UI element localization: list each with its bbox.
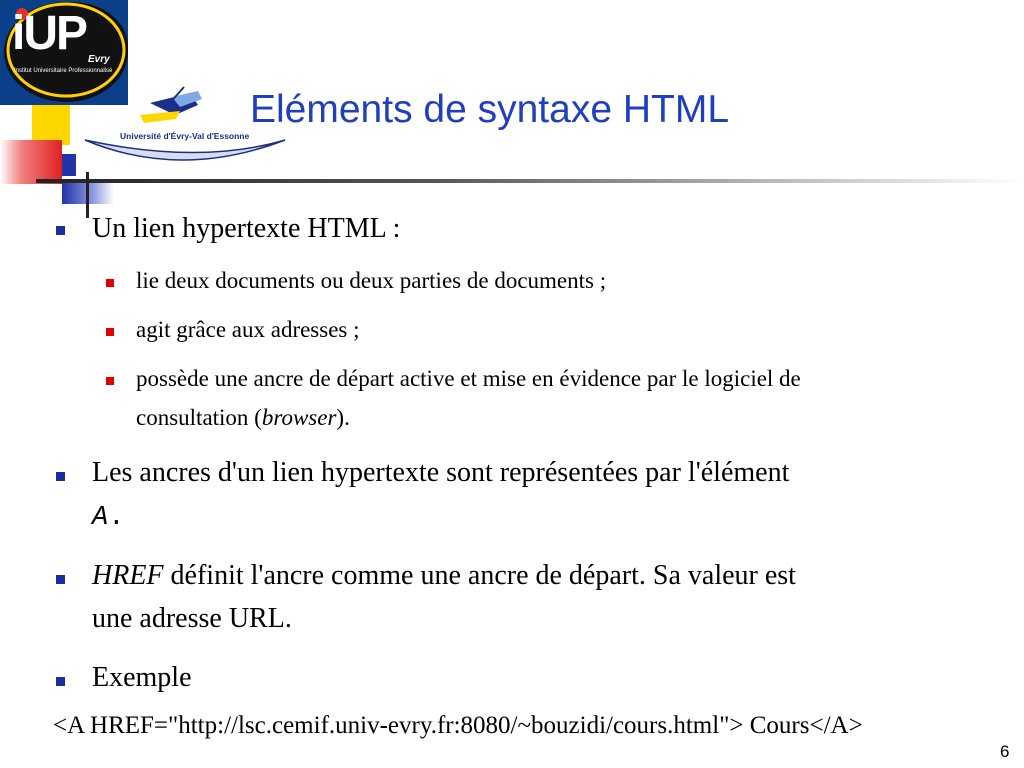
vertical-rule	[86, 172, 89, 218]
bullet-4-text: Exemple	[92, 662, 192, 693]
code-example: <A HREF="http://lsc.cemif.univ-evry.fr:8080/~bouzidi/cours.html"> Cours</A>	[53, 712, 863, 739]
bullet-3-line-1	[92, 560, 796, 592]
deco-yellow-square	[32, 105, 70, 145]
logo-evry: Evry	[88, 54, 110, 65]
bullet-3-href: HREF	[92, 560, 164, 591]
logo-i: i	[12, 7, 24, 60]
bullet-2-line-2	[92, 500, 124, 533]
sub-bullet-marker	[106, 328, 114, 336]
sub-bullet-marker	[106, 279, 114, 287]
deco-blue-square	[62, 154, 76, 176]
logo-p: P	[56, 7, 87, 60]
sub-bullet-3-line-1: possède une ancre de départ active et mise en évidence par le logiciel de	[136, 366, 801, 391]
sub-bullet-3-line-2	[136, 405, 350, 431]
bullet-3-rest: définit l'ancre comme une ancre de départ. Sa valeur est	[163, 560, 796, 591]
sub-bullet-3-post: ).	[336, 405, 350, 430]
sub-bullet-1-text: lie deux documents ou deux parties de documents ;	[136, 268, 607, 293]
bullet-1-text: Un lien hypertexte HTML :	[92, 213, 401, 244]
sub-bullet-2-text: agit grâce aux adresses ;	[136, 317, 360, 342]
bullet-2-period: .	[108, 503, 125, 533]
logo-institute: Institut Universitaire Professionnalisé	[14, 68, 113, 74]
bullet-marker	[56, 575, 65, 584]
sub-bullet-marker	[106, 377, 114, 385]
logo-u: U	[23, 7, 57, 60]
bullet-2-line-1: Les ancres d'un lien hypertexte sont représentées par l'élément	[92, 457, 790, 488]
page-number: 6	[1000, 742, 1010, 761]
university-name: Université d'Évry-Val d'Essonne	[120, 131, 250, 141]
sub-bullet-3-browser: browser	[261, 405, 337, 430]
slide-title: Eléments de syntaxe HTML	[250, 88, 730, 131]
bullet-2-element-a: A	[92, 503, 109, 533]
bullet-marker	[56, 677, 65, 686]
sub-bullet-3-pre: consultation (	[136, 405, 262, 430]
logo-iup-text	[12, 7, 87, 60]
bullet-marker	[56, 226, 65, 235]
title-divider	[36, 179, 1024, 183]
bullet-marker	[56, 472, 65, 481]
bullet-3-line-2: une adresse URL.	[92, 603, 292, 634]
deco-red-bar	[0, 140, 62, 184]
